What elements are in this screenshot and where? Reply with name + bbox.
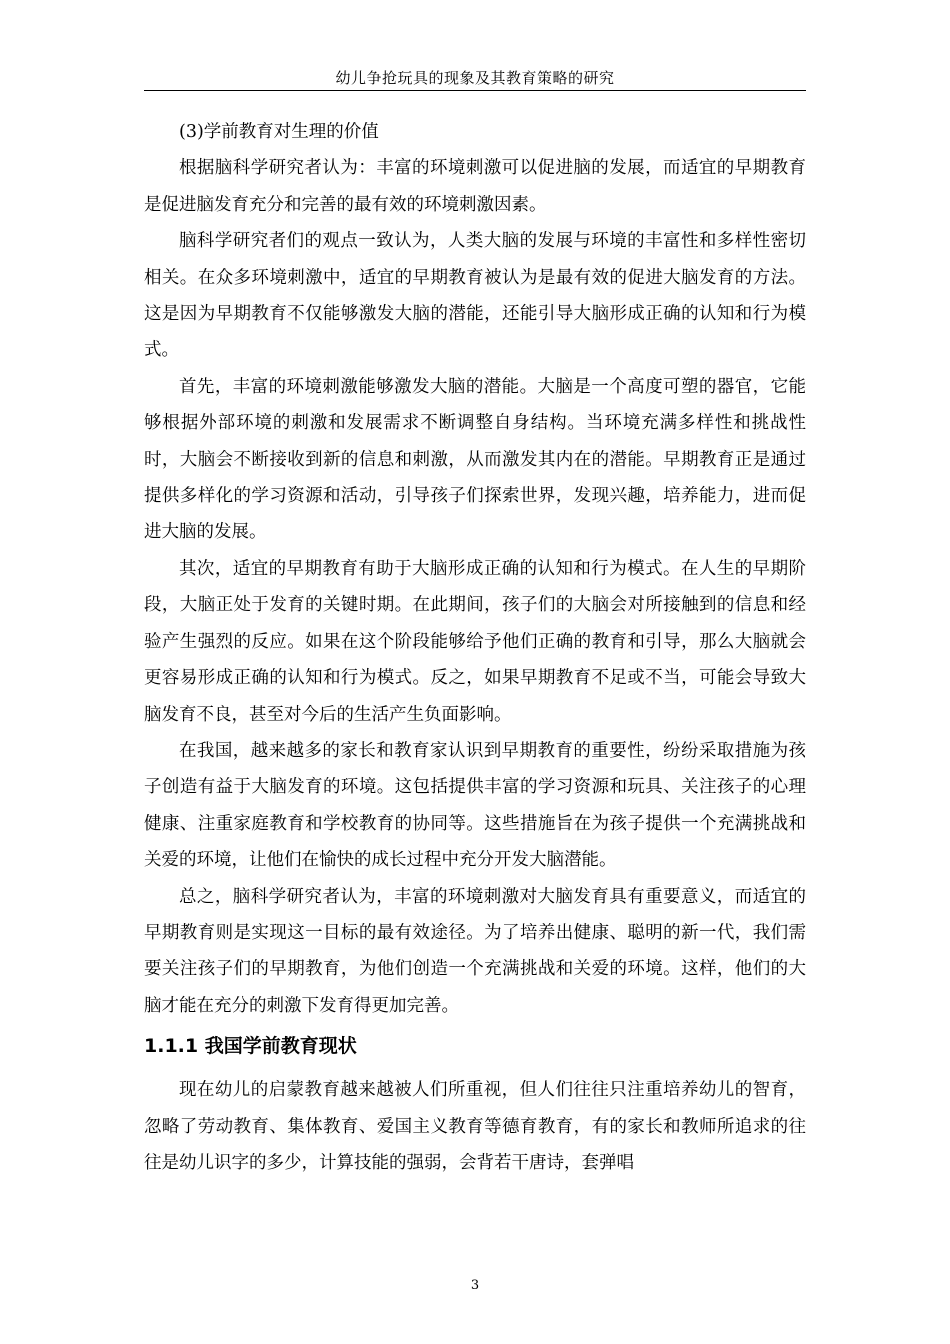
page-number: 3 xyxy=(470,1278,480,1293)
subheading: (3)学前教育对生理的价值 xyxy=(179,122,379,142)
paragraph: 总之，脑科学研究者认为，丰富的环境刺激对大脑发育具有重要意义，而适宜的早期教育则是实现这一目标的最有效途径。为了培养出健康、聪明的新一代，我们需要关注孩子们的早期教育，为他们创造一个充满挑战和关爱的环境。这样，他们的大脑才能在充分的刺激下发育得更加完善。 xyxy=(144,886,806,1016)
running-header: 幼儿争抢玩具的现象及其教育策略的研究 xyxy=(335,69,615,87)
paragraph: 在我国，越来越多的家长和教育家认识到早期教育的重要性，纷纷采取措施为孩子创造有益于大脑发育的环境。这包括提供丰富的学习资源和玩具、关注孩子的心理健康、注重家庭教育和学校教育的协同等。这些措施旨在为孩子提供一个充满挑战和关爱的环境，让他们在愉快的成长过程中充分开发大脑潜能。 xyxy=(144,740,806,871)
paragraph: 其次，适宜的早期教育有助于大脑形成正确的认知和行为模式。在人生的早期阶段，大脑正处于发育的关键时期。在此期间，孩子们的大脑会对所接触到的信息和经验产生强烈的反应。如果在这个阶段能够给予他们正确的教育和引导，那么大脑就会更容易形成正确的认知和行为模式。反之，如果早期教育不足或不当，可能会导致大脑发育不良，甚至对今后的生活产生负面影响。 xyxy=(144,558,806,725)
paragraph: 脑科学研究者们的观点一致认为，人类大脑的发展与环境的丰富性和多样性密切相关。在众多环境刺激中，适宜的早期教育被认为是最有效的促进大脑发育的方法。这是因为早期教育不仅能够激发大脑的潜能，还能引导大脑形成正确的认知和行为模式。 xyxy=(144,231,806,361)
paragraph: 根据脑科学研究者认为：丰富的环境刺激可以促进脑的发展，而适宜的早期教育是促进脑发育充分和完善的最有效的环境刺激因素。 xyxy=(144,158,806,215)
header-rule xyxy=(144,90,806,91)
page-body xyxy=(144,114,806,1181)
paragraph: 首先，丰富的环境刺激能够激发大脑的潜能。大脑是一个高度可塑的器官，它能够根据外部环境的刺激和发展需求不断调整自身结构。当环境充满多样性和挑战性时，大脑会不断接收到新的信息和刺激，从而激发其内在的潜能。早期教育正是通过提供多样化的学习资源和活动，引导孩子们探索世界，发现兴趣，培养能力，进而促进大脑的发展。 xyxy=(144,376,806,543)
paragraph: 现在幼儿的启蒙教育越来越被人们所重视，但人们往往只注重培养幼儿的智育，忽略了劳动教育、集体教育、爱国主义教育等德育教育，有的家长和教师所追求的往往是幼儿识字的多少，计算技能的强弱，会背若干唐诗，套弹唱 xyxy=(144,1080,806,1173)
section-heading: 1.1.1 我国学前教育现状 xyxy=(144,1035,357,1058)
